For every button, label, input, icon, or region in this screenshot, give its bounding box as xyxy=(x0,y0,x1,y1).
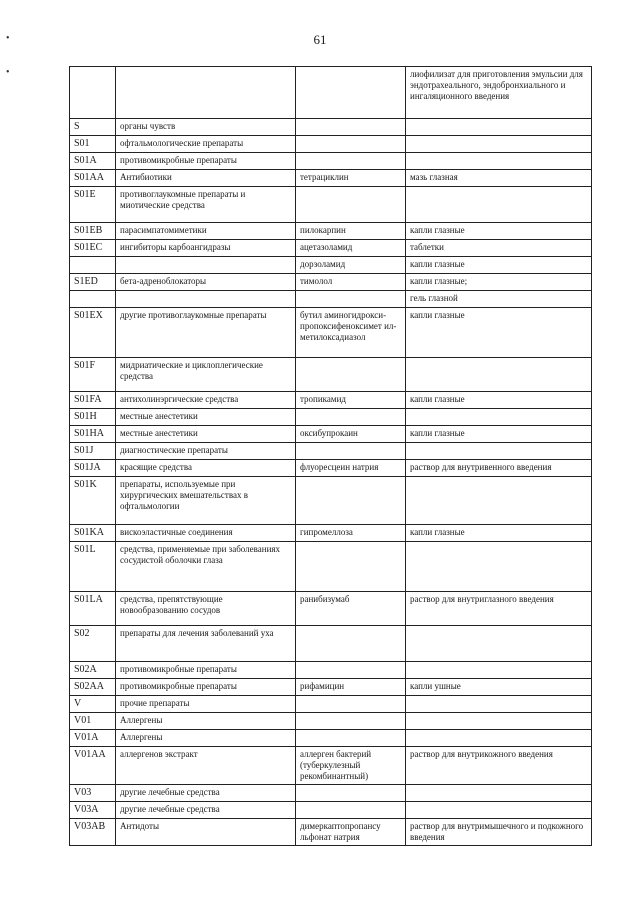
table-row xyxy=(70,170,592,187)
cell-drug xyxy=(296,785,406,802)
table-row xyxy=(70,819,592,846)
cell-group: другие лечебные средства xyxy=(116,785,296,802)
cell-code: V01AA xyxy=(70,747,116,785)
cell-code xyxy=(70,257,116,274)
table-row xyxy=(70,477,592,525)
cell-group: Аллергены xyxy=(116,713,296,730)
cell-drug xyxy=(296,119,406,136)
cell-code: S01A xyxy=(70,153,116,170)
cell-form xyxy=(406,542,592,592)
margin-mark: • xyxy=(6,67,10,78)
cell-group: прочие препараты xyxy=(116,696,296,713)
cell-form xyxy=(406,662,592,679)
table-row xyxy=(70,358,592,392)
cell-group: диагностические препараты xyxy=(116,443,296,460)
cell-drug xyxy=(296,187,406,223)
table-row xyxy=(70,730,592,747)
table-row xyxy=(70,460,592,477)
table-row xyxy=(70,136,592,153)
cell-form xyxy=(406,358,592,392)
cell-group: средства, препятствующие новообразованию сосудов xyxy=(116,592,296,626)
cell-code: S01J xyxy=(70,443,116,460)
cell-code: V03AB xyxy=(70,819,116,846)
cell-code: V01 xyxy=(70,713,116,730)
cell-group: противомикробные препараты xyxy=(116,662,296,679)
cell-group: органы чувств xyxy=(116,119,296,136)
cell-form xyxy=(406,409,592,426)
cell-form xyxy=(406,802,592,819)
cell-drug: тетрациклин xyxy=(296,170,406,187)
cell-code: V01A xyxy=(70,730,116,747)
cell-form xyxy=(406,730,592,747)
cell-form: капли глазные xyxy=(406,223,592,240)
cell-form: раствор для внутривенного введения xyxy=(406,460,592,477)
cell-code: S01 xyxy=(70,136,116,153)
cell-group: другие лечебные средства xyxy=(116,802,296,819)
table-row xyxy=(70,67,592,119)
cell-group: местные анестетики xyxy=(116,426,296,443)
cell-group: местные анестетики xyxy=(116,409,296,426)
table-row xyxy=(70,525,592,542)
table-row xyxy=(70,662,592,679)
cell-drug xyxy=(296,409,406,426)
cell-drug xyxy=(296,443,406,460)
cell-drug: тимолол xyxy=(296,274,406,291)
cell-form: капли ушные xyxy=(406,679,592,696)
cell-drug: дорзоламид xyxy=(296,257,406,274)
drug-classification-table xyxy=(69,66,592,846)
table-row xyxy=(70,542,592,592)
cell-drug xyxy=(296,358,406,392)
page-number: 61 xyxy=(313,32,327,47)
table-row xyxy=(70,426,592,443)
table-row xyxy=(70,187,592,223)
cell-group: бета-адреноблокаторы xyxy=(116,274,296,291)
cell-form xyxy=(406,153,592,170)
cell-drug xyxy=(296,713,406,730)
cell-group: Аллергены xyxy=(116,730,296,747)
cell-drug: аллерген бактерий (туберкулезный рекомбинантный) xyxy=(296,747,406,785)
table-row xyxy=(70,392,592,409)
cell-form xyxy=(406,785,592,802)
table-row xyxy=(70,308,592,358)
cell-group: антихолинэргические средства xyxy=(116,392,296,409)
cell-group: средства, применяемые при заболеваниях сосудистой оболочки глаза xyxy=(116,542,296,592)
cell-code: S01KA xyxy=(70,525,116,542)
cell-group xyxy=(116,291,296,308)
cell-group: парасимпатомиметики xyxy=(116,223,296,240)
cell-drug xyxy=(296,153,406,170)
cell-drug xyxy=(296,626,406,662)
table-row xyxy=(70,785,592,802)
cell-code: S01H xyxy=(70,409,116,426)
cell-code: V03A xyxy=(70,802,116,819)
table-row xyxy=(70,409,592,426)
cell-code: S01FA xyxy=(70,392,116,409)
cell-drug: флуоресцеин натрия xyxy=(296,460,406,477)
cell-drug: ацетазоламид xyxy=(296,240,406,257)
cell-form: раствор для внутрикожного введения xyxy=(406,747,592,785)
cell-form xyxy=(406,696,592,713)
cell-code: S01E xyxy=(70,187,116,223)
cell-code: S1ED xyxy=(70,274,116,291)
cell-drug xyxy=(296,662,406,679)
cell-group xyxy=(116,257,296,274)
cell-code: S02A xyxy=(70,662,116,679)
table-row xyxy=(70,291,592,308)
cell-form: раствор для внутриглазного введения xyxy=(406,592,592,626)
cell-group: аллергенов экстракт xyxy=(116,747,296,785)
table-row xyxy=(70,626,592,662)
table-row xyxy=(70,274,592,291)
table-row xyxy=(70,747,592,785)
cell-form xyxy=(406,626,592,662)
cell-drug xyxy=(296,802,406,819)
cell-group: другие противоглаукомные препараты xyxy=(116,308,296,358)
cell-form: капли глазные xyxy=(406,392,592,409)
cell-group: ингибиторы карбоангидразы xyxy=(116,240,296,257)
cell-drug xyxy=(296,542,406,592)
cell-group: Антибиотики xyxy=(116,170,296,187)
cell-code: S02 xyxy=(70,626,116,662)
cell-form: капли глазные xyxy=(406,257,592,274)
cell-drug xyxy=(296,696,406,713)
cell-code: S01K xyxy=(70,477,116,525)
cell-group xyxy=(116,67,296,119)
cell-drug: пилокарпин xyxy=(296,223,406,240)
cell-code: S xyxy=(70,119,116,136)
cell-form: гель глазной xyxy=(406,291,592,308)
table-row xyxy=(70,257,592,274)
cell-group: красящие средства xyxy=(116,460,296,477)
table-row xyxy=(70,696,592,713)
cell-group: препараты, используемые при хирургических вмешательствах в офтальмологии xyxy=(116,477,296,525)
cell-group: противомикробные препараты xyxy=(116,153,296,170)
cell-form: капли глазные xyxy=(406,525,592,542)
cell-form: таблетки xyxy=(406,240,592,257)
cell-form: капли глазные xyxy=(406,426,592,443)
cell-form xyxy=(406,713,592,730)
table-row xyxy=(70,802,592,819)
cell-drug: оксибупрокаин xyxy=(296,426,406,443)
cell-group: мидриатические и циклоплегические средства xyxy=(116,358,296,392)
cell-form xyxy=(406,443,592,460)
cell-code: S01L xyxy=(70,542,116,592)
table-row xyxy=(70,223,592,240)
cell-group: противомикробные препараты xyxy=(116,679,296,696)
cell-form: капли глазные; xyxy=(406,274,592,291)
cell-code: S01JA xyxy=(70,460,116,477)
table-row xyxy=(70,713,592,730)
cell-drug: рифамицин xyxy=(296,679,406,696)
cell-drug: бутил аминогидрокси-пропоксифеноксимет ил-метилоксадиазол xyxy=(296,308,406,358)
cell-code: S01LA xyxy=(70,592,116,626)
cell-code: S01HA xyxy=(70,426,116,443)
cell-form xyxy=(406,187,592,223)
cell-drug: ранибизумаб xyxy=(296,592,406,626)
cell-code xyxy=(70,67,116,119)
cell-drug xyxy=(296,136,406,153)
table-row xyxy=(70,679,592,696)
cell-group: противоглаукомные препараты и миотические средства xyxy=(116,187,296,223)
cell-drug xyxy=(296,291,406,308)
cell-code xyxy=(70,291,116,308)
cell-form: мазь глазная xyxy=(406,170,592,187)
cell-drug: гипромеллоза xyxy=(296,525,406,542)
table-row xyxy=(70,153,592,170)
cell-code: V03 xyxy=(70,785,116,802)
table-row xyxy=(70,119,592,136)
cell-code: V xyxy=(70,696,116,713)
cell-form: капли глазные xyxy=(406,308,592,358)
cell-code: S01AA xyxy=(70,170,116,187)
cell-code: S01EB xyxy=(70,223,116,240)
cell-form xyxy=(406,136,592,153)
cell-drug xyxy=(296,477,406,525)
cell-drug xyxy=(296,730,406,747)
cell-form xyxy=(406,119,592,136)
cell-code: S01EC xyxy=(70,240,116,257)
cell-group: Антидоты xyxy=(116,819,296,846)
cell-group: офтальмологические препараты xyxy=(116,136,296,153)
cell-form: лиофилизат для приготовления эмульсии для эндотрахеального, эндобронхиального и ингаляционного введения xyxy=(406,67,592,119)
table-row xyxy=(70,592,592,626)
cell-code: S01EX xyxy=(70,308,116,358)
margin-mark: • xyxy=(6,33,10,44)
cell-group: вискоэластичные соединения xyxy=(116,525,296,542)
cell-form xyxy=(406,477,592,525)
cell-drug: димеркаптопропансу льфонат натрия xyxy=(296,819,406,846)
table-row xyxy=(70,443,592,460)
cell-drug: тропикамид xyxy=(296,392,406,409)
cell-code: S02AA xyxy=(70,679,116,696)
cell-form: раствор для внутримышечного и подкожного введения xyxy=(406,819,592,846)
cell-code: S01F xyxy=(70,358,116,392)
cell-group: препараты для лечения заболеваний уха xyxy=(116,626,296,662)
table-row xyxy=(70,240,592,257)
cell-drug xyxy=(296,67,406,119)
